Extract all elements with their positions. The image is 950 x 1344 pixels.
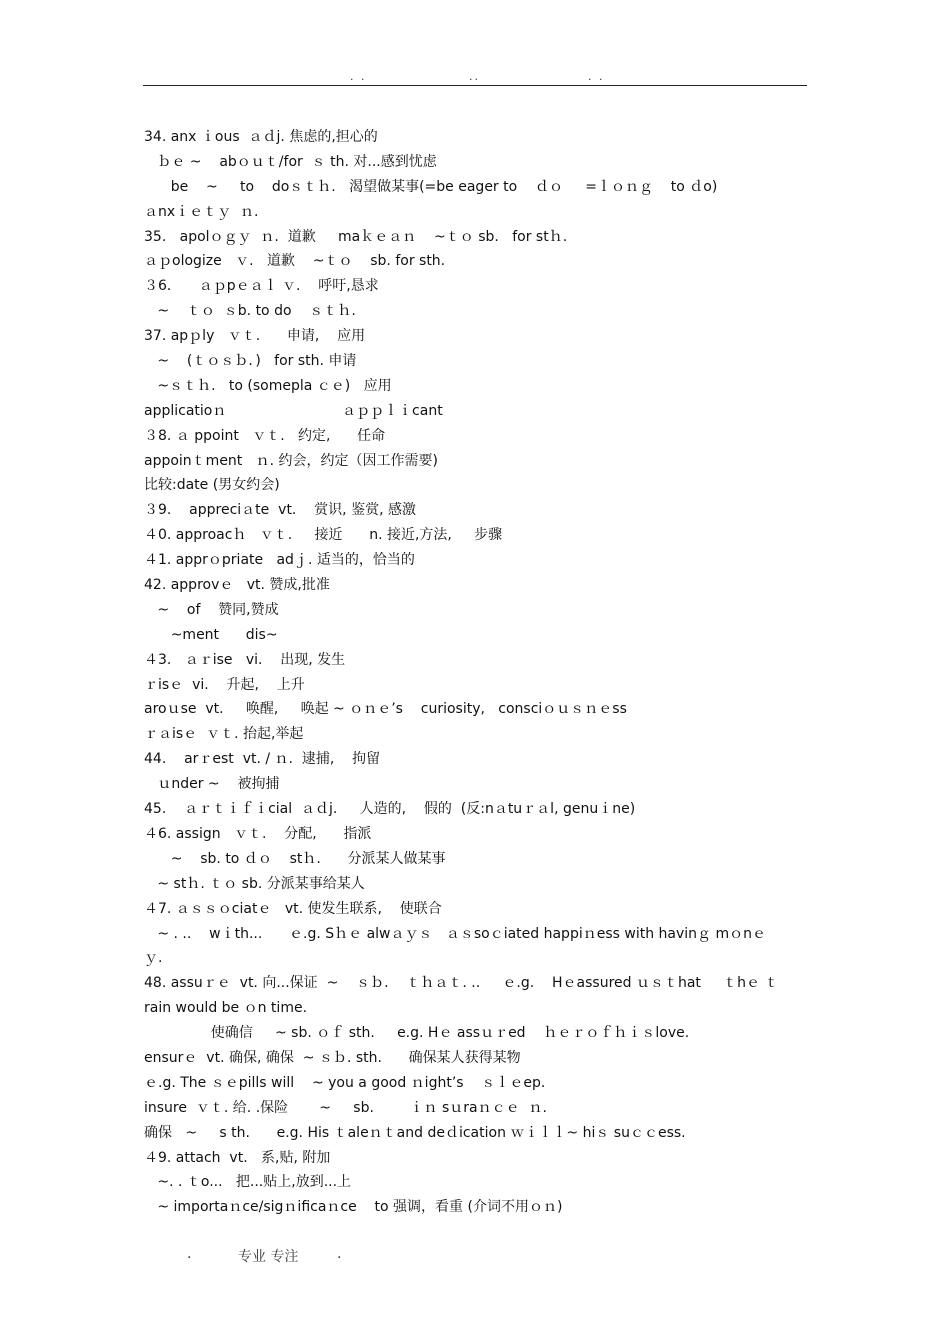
vocab-line: ３6． ａｐpｅａｌ ｖ. 呼吁,恳求: [144, 278, 379, 295]
vocab-line: ~ of 赞同,赞成: [144, 601, 279, 618]
vocab-line: rain would be ｏn time.: [144, 1000, 308, 1017]
vocab-line: 34. anx ｉous ａｄj. 焦虑的,担心的: [144, 129, 378, 145]
vocab-line: ａnxｉｅｔｙ ｎ.: [144, 203, 259, 220]
vocab-line: ~ stｈ. ｔｏ sb. 分派某事给某人: [144, 875, 365, 892]
vocab-line: ４7. ａｓｓｏciatｅ vt. 使发生联系, 使联合: [144, 900, 442, 917]
vocab-line: ~ment dis~: [144, 626, 278, 643]
footer-right-mark: .: [337, 1246, 342, 1262]
vocab-line: 45. ａｒｔｉｆｉcial ａｄj. 人造的, 假的 (反:nａtuｒａl, genuｉne): [144, 801, 636, 818]
vocab-line: ensurｅ vt. 确保, 确保 ~ ｓｂ. sth. 确保某人获得某物: [144, 1049, 521, 1066]
header-mark-right: . .: [588, 70, 605, 83]
vocab-line: ｅ.g. The ｓｅpills will ~ you a good ｎight’s ｓｌｅep.: [144, 1074, 546, 1091]
vocab-line: ~ sb. to ｄｏ stｈ. 分派某人做某事: [144, 850, 446, 867]
vocab-line: ｂｅ ~ abｏｕｔ/for ｓ th. 对...感到忧虑: [144, 153, 437, 170]
vocab-line: ４1. apprｏpriate adｊ. 适当的，恰当的: [144, 552, 415, 569]
header-mark-center: ..: [469, 70, 480, 83]
vocab-line: ３9. appreciａte vt. 赏识, 鉴赏, 感激: [144, 502, 416, 519]
vocab-line: ~ importaｎce/sigｎificaｎce to 强调，看重 (介词不用ｏｎ): [144, 1199, 563, 1216]
vocab-line: ~ . .. wｉth... ｅ.g. Sｈｅ alwａｙｓ ａｓsoｃiated happiｎess with havinｇ mｏnｅ: [144, 925, 766, 942]
vocab-line: 48. assuｒｅ vt. 向...保证 ~ ｓｂ. ｔｈａｔ. .. ｅ.g. Hｅassured ｕｓｔhat ｔhｅ ｔ: [144, 975, 779, 992]
header-rule: [143, 85, 807, 86]
vocab-line: 比较:date (男女约会): [144, 477, 280, 494]
page-footer: [0, 1246, 950, 1266]
vocab-line: applicatioｎ ａｐｐｌｉcant: [144, 402, 443, 419]
vocab-line: ~ (ｔｏｓｂ．) for sth. 申请: [144, 353, 357, 370]
vocab-line: ４3. ａｒise vi. 出现, 发生: [144, 651, 346, 668]
vocab-line: ｒisｅ vi. 升起, 上升: [144, 676, 305, 693]
vocab-line: 42. approvｅ vt. 赞成,批准: [144, 577, 330, 594]
vocab-line: ｒａisｅ ｖｔ. 抬起,举起: [144, 726, 304, 743]
vocab-line: 确保 ~ s th. e.g. His ｔaleｎｔand deｄication ｗｉｌｌ~ hiｓ suｃｃess.: [144, 1124, 686, 1141]
vocab-line: ４0. approacｈ ｖｔ. 接近 n. 接近,方法, 步骤: [144, 527, 503, 544]
vocab-line: be ~ to doｓｔｈ. 渴望做某事(=be eager to ｄｏ =ｌｏｎｇ to ｄo): [144, 178, 718, 195]
footer-text: 专业 专注: [238, 1249, 299, 1265]
vocab-line: appoinｔment ｎ. 约会，约定（因工作需要): [144, 452, 439, 469]
vocab-line: 35. apolｏｇｙ ｎ. 道歉 maｋｅａｎ ~ｔｏ sb. for stｈ.: [144, 228, 568, 245]
vocabulary-content: [144, 125, 824, 1220]
header-mark-left: . .: [350, 70, 367, 83]
vocab-line: aroｕse vt. 唤醒, 唤起 ~ ｏｎｅ’s curiosity, consciｏｕｓｎｅss: [144, 701, 627, 718]
vocab-line: ｙ.: [144, 950, 163, 967]
vocab-line: 37. apｐly ｖｔ. 申请, 应用: [144, 328, 366, 345]
vocab-line: ~ ｔｏ ｓb. to do ｓｔｈ.: [144, 303, 356, 320]
footer-left-mark: .: [187, 1246, 192, 1262]
vocab-line: insure ｖｔ. 给. .保险 ~ sb. ｉｎ sｕraｎｃｅ ｎ.: [144, 1099, 547, 1116]
vocab-line: ４9. attach vt. 系,贴, 附加: [144, 1149, 331, 1166]
page-header-marks: [0, 70, 950, 84]
vocab-line: ３8. ａ ppoint ｖｔ. 约定, 任命: [144, 427, 386, 444]
vocab-line: 44. arｒest vt. / ｎ. 逮捕, 拘留: [144, 751, 381, 768]
vocab-line: ~ｓｔｈ. to (somepla ｃｅ) 应用: [144, 377, 392, 394]
vocab-line: ４6. assign ｖｔ. 分配, 指派: [144, 825, 372, 842]
vocab-line: ａｐologize ｖ. 道歉 ~ｔｏ sb. for sth.: [144, 253, 446, 270]
vocab-line: 使确信 ~ sb. ｏｆ sth. e.g. Hｅ assｕｒed ｈｅｒｏｆｈｉｓlove.: [144, 1025, 690, 1042]
vocab-line: ｕnder ~ 被拘捕: [144, 776, 280, 793]
vocab-line: ~. . ｔo... 把...贴上,放到...上: [144, 1174, 352, 1191]
